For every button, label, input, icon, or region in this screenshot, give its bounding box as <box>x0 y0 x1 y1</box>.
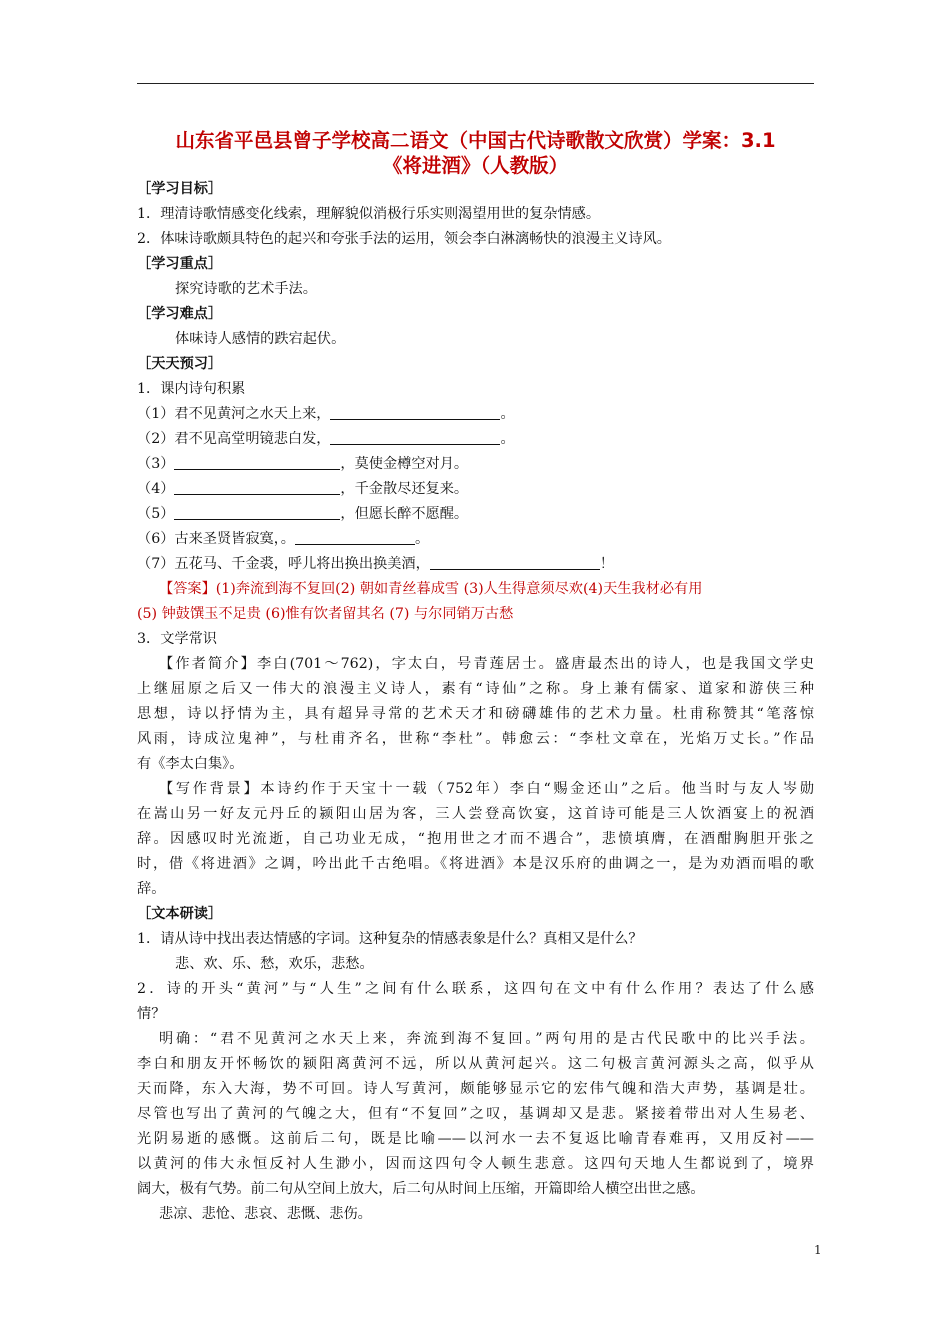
fill-blank-question: （7）五花马、千金裘，呼儿将出换出换美酒， ！ <box>137 556 614 572</box>
fill-blank-question: （6）古来圣贤皆寂寞，。 。 <box>137 531 430 547</box>
title-line-2: 《将进酒》（人教版） <box>382 154 569 177</box>
background-paragraph-line: 辞。因感叹时光流逝，自己功业无成，“抱用世之才而不遇合”，悲愤填膺，在酒酣胸胆开张之 <box>137 831 814 847</box>
reading-question-2: 2．诗的开头“黄河”与“人生”之间有什么联系，这四句在文中有什么作用？表达了什么感 <box>137 981 814 997</box>
background-paragraph-line: 在嵩山另一好友元丹丘的颍阳山居为客，三人尝登高饮宴，这首诗可能是三人饮酒宴上的祝酒 <box>137 806 814 822</box>
answer-blank[interactable] <box>295 529 415 545</box>
answer-blank[interactable] <box>330 429 500 445</box>
fill-blank-question: （3） ，莫使金樽空对月。 <box>137 456 469 472</box>
preview-item-1: 1．课内诗句积累 <box>137 381 246 397</box>
author-paragraph-line: 【作者简介】李白(701～762)，字太白，号青莲居士。盛唐最杰出的诗人，也是我国文学史 <box>159 656 814 672</box>
explanation-line: 光阴易逝的感慨。这前后二句，既是比喻——以河水一去不复返比喻青春难再，又用反衬—— <box>137 1131 814 1147</box>
background-paragraph-line: 【写作背景】本诗约作于天宝十一载（752年）李白“赐金还山”之后。他当时与友人岑勋 <box>159 781 814 797</box>
fill-blank-question: （1）君不见黄河之水天上来， 。 <box>137 406 515 422</box>
background-paragraph-line: 时，借《将进酒》之调，吟出此千古绝唱。《将进酒》本是汉乐府的曲调之一，是为劝酒而唱的歌 <box>137 856 814 872</box>
fill-blank-question: （4） ，千金散尽还复来。 <box>137 481 469 497</box>
answer-blank[interactable] <box>430 554 600 570</box>
fill-blank-question: （5） ，但愿长醉不愿醒。 <box>137 506 469 522</box>
explanation-summary: 悲凉、悲怆、悲哀、悲慨、悲伤。 <box>159 1206 372 1222</box>
section-heading-reading: ［文本研读］ <box>137 906 223 922</box>
explanation-line: 尽管也写出了黄河的气魄之大，但有“不复回”之叹，基调却又是悲。紧接着带出对人生易老、 <box>137 1106 814 1122</box>
explanation-line: 李白和朋友开怀畅饮的颍阳离黄河不远，所以从黄河起兴。这二句极言黄河源头之高，似乎从 <box>137 1056 814 1072</box>
goal-item: 1．理清诗歌情感变化线索，理解貌似消极行乐实则渴望用世的复杂情感。 <box>137 206 601 222</box>
section-heading-preview: ［天天预习］ <box>137 356 223 372</box>
explanation-line: 天而降，东入大海，势不可回。诗人写黄河，颇能够显示它的宏伟气魄和浩大声势，基调是壮。 <box>137 1081 814 1097</box>
fill-blank-question: （2）君不见高堂明镜悲白发， 。 <box>137 431 515 447</box>
section-heading-difficulty: ［学习难点］ <box>137 306 223 322</box>
key-text: 探究诗歌的艺术手法。 <box>175 281 317 297</box>
preview-item-3: 3．文学常识 <box>137 631 217 647</box>
author-paragraph-line: 有《李太白集》。 <box>137 756 244 772</box>
title-line-1: 山东省平邑县曾子学校高二语文（中国古代诗歌散文欣赏）学案：3.1 <box>175 129 776 152</box>
reading-question-1: 1．请从诗中找出表达情感的字词。这种复杂的情感表象是什么？真相又是什么？ <box>137 931 643 947</box>
background-paragraph-line: 辞。 <box>137 881 166 897</box>
author-paragraph-line: 上继屈原之后又一伟大的浪漫主义诗人，素有“诗仙”之称。身上兼有儒家、道家和游侠三种 <box>137 681 814 697</box>
answer-key-line-2: (5) 钟鼓馔玉不足贵 (6)惟有饮者留其名 (7) 与尔同销万古愁 <box>137 606 514 622</box>
reading-answer-1: 悲、欢、乐、愁，欢乐，悲愁。 <box>175 956 374 972</box>
answer-blank[interactable] <box>174 454 340 470</box>
page-number: 1 <box>814 1243 822 1257</box>
header-rule <box>137 83 814 84</box>
author-paragraph-line: 思想，诗以抒情为主，具有超异寻常的艺术天才和磅礴雄伟的艺术力量。杜甫称赞其“笔落惊 <box>137 706 814 722</box>
explanation-line: 明确：“君不见黄河之水天上来，奔流到海不复回。”两句用的是古代民歌中的比兴手法。 <box>159 1031 814 1047</box>
section-heading-goals: ［学习目标］ <box>137 181 223 197</box>
answer-blank[interactable] <box>174 504 340 520</box>
explanation-line: 阔大，极有气势。前二句从空间上放大，后二句从时间上压缩，开篇即给人横空出世之感。 <box>137 1181 705 1197</box>
answer-blank[interactable] <box>330 404 500 420</box>
section-heading-key: ［学习重点］ <box>137 256 223 272</box>
author-paragraph-line: 风雨，诗成泣鬼神”，与杜甫齐名，世称“李杜”。韩愈云：“李杜文章在，光焰万丈长。”作品 <box>137 731 814 747</box>
reading-question-2-cont: 情？ <box>137 1006 166 1022</box>
explanation-line: 以黄河的伟大永恒反衬人生渺小，因而这四句令人顿生悲意。这四句天地人生都说到了，境界 <box>137 1156 814 1172</box>
goal-item: 2．体味诗歌颇具特色的起兴和夸张手法的运用，领会李白淋漓畅快的浪漫主义诗风。 <box>137 231 671 247</box>
answer-blank[interactable] <box>174 479 340 495</box>
difficulty-text: 体味诗人感情的跌宕起伏。 <box>175 331 346 347</box>
document-title <box>137 128 814 178</box>
answer-key-line-1: 【答案】(1)奔流到海不复回(2) 朝如青丝暮成雪 (3)人生得意须尽欢(4)天生我材必有用 <box>159 581 703 597</box>
document-body <box>137 177 814 1227</box>
